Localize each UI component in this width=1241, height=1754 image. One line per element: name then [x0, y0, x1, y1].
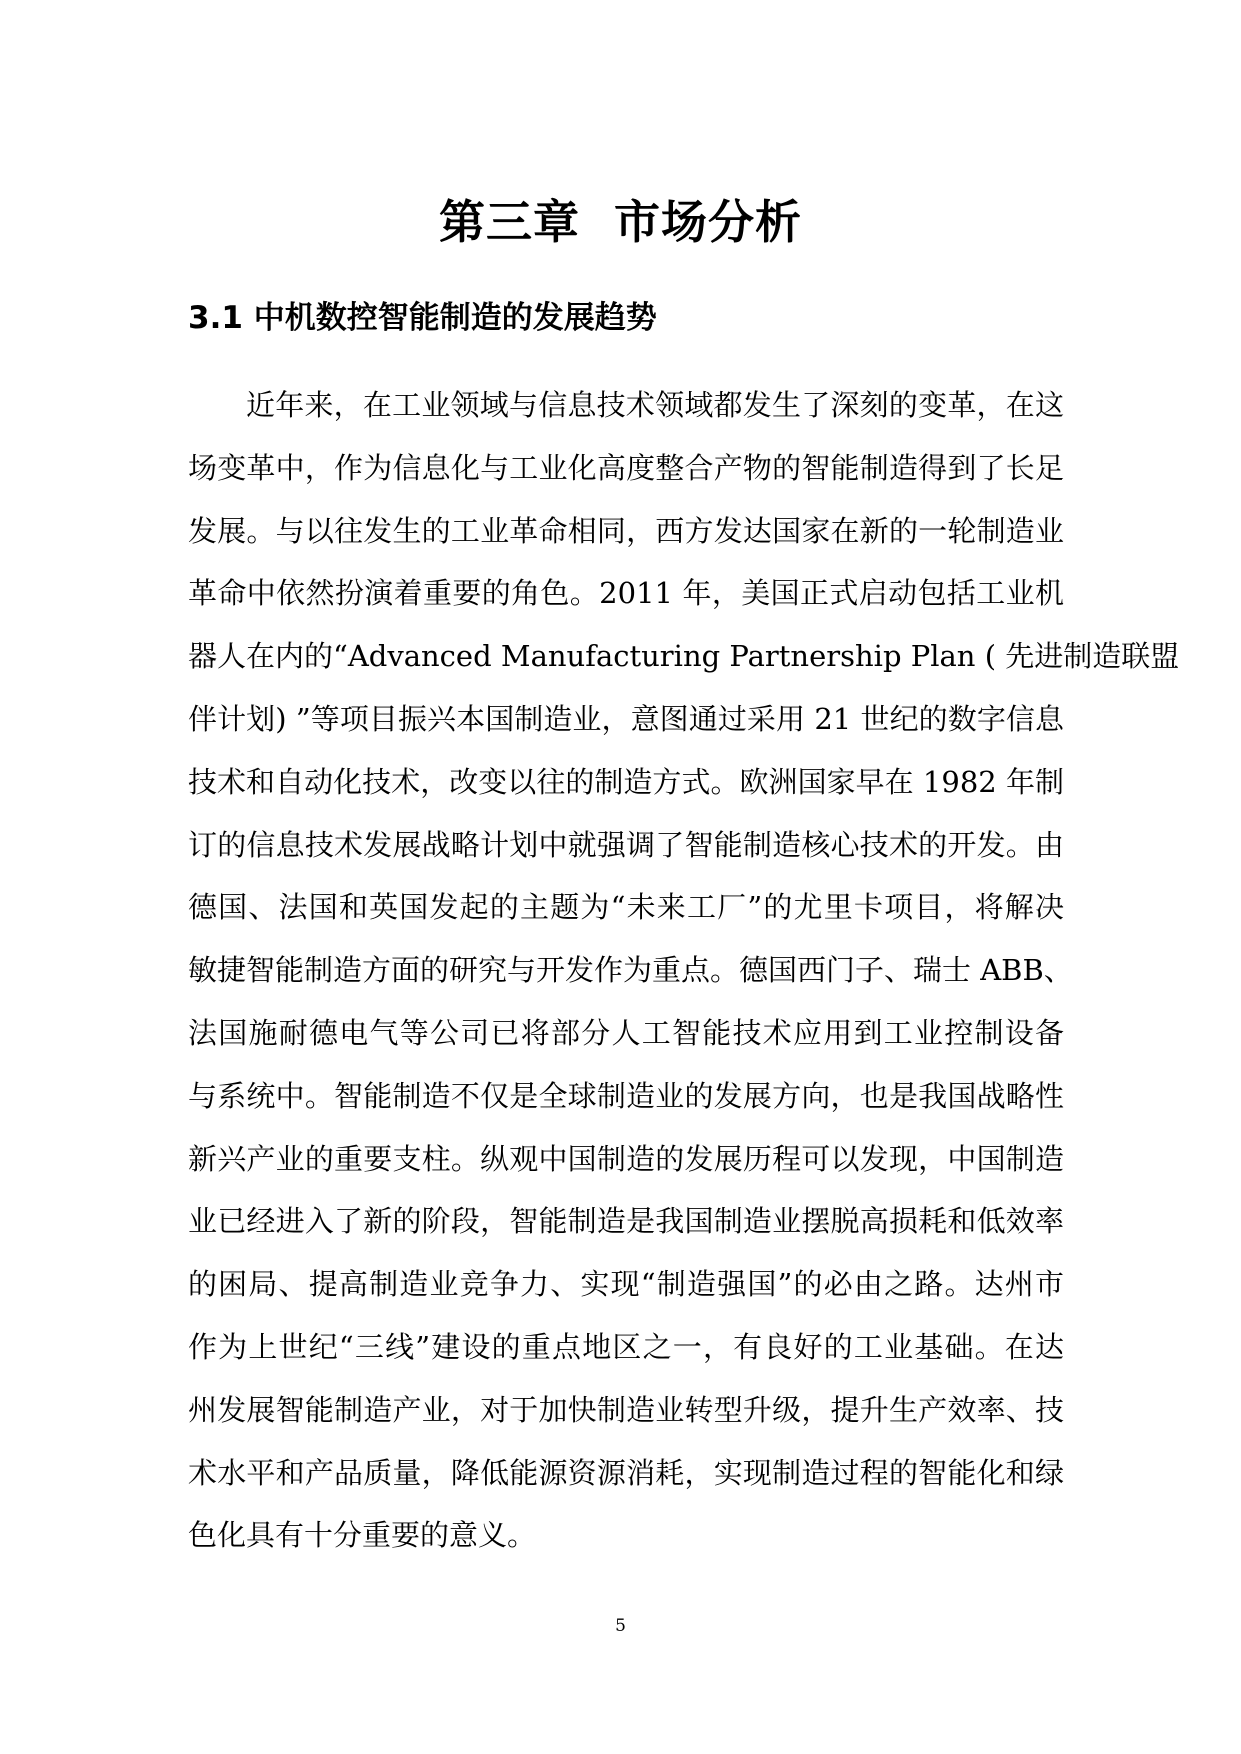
paragraph-line: 业已经进入了新的阶段，智能制造是我国制造业摆脱高损耗和低效率 [188, 1204, 1064, 1239]
paragraph-line: 革命中依然扮演着重要的角色。2011 年，美国正式启动包括工业机 [188, 576, 1064, 611]
paragraph-line: 近年来，在工业领域与信息技术领域都发生了深刻的变革，在这 [246, 388, 1064, 422]
paragraph-line: 法国施耐德电气等公司已将部分人工智能技术应用到工业控制设备 [188, 1015, 1064, 1050]
page-number: 5 [615, 1616, 626, 1636]
paragraph-line: 与系统中。智能制造不仅是全球制造业的发展方向，也是我国战略性 [188, 1078, 1064, 1113]
body-paragraph [188, 374, 1180, 1567]
paragraph-line: 的困局、提高制造业竞争力、实现“制造强国”的必由之路。达州市 [188, 1267, 1064, 1302]
paragraph-line: 新兴产业的重要支柱。纵观中国制造的发展历程可以发现，中国制造 [188, 1141, 1064, 1176]
paragraph-line: 色化具有十分重要的意义。 [188, 1518, 537, 1553]
chapter-title: 第三章 市场分析 [438, 195, 803, 249]
paragraph-line: 伴计划) ”等项目振兴本国制造业，意图通过采用 21 世纪的数字信息 [188, 701, 1064, 736]
paragraph-line: 德国、法国和英国发起的主题为“未来工厂”的尤里卡项目，将解决 [188, 890, 1064, 925]
section-heading: 3.1 中机数控智能制造的发展趋势 [188, 300, 657, 336]
paragraph-line: 州发展智能制造产业，对于加快制造业转型升级，提升生产效率、技 [188, 1392, 1064, 1427]
paragraph-line: 技术和自动化技术，改变以往的制造方式。欧洲国家早在 1982 年制 [188, 764, 1064, 799]
paragraph-line: 术水平和产品质量，降低能源资源消耗，实现制造过程的智能化和绿 [188, 1455, 1064, 1490]
paragraph-line: 作为上世纪“三线”建设的重点地区之一，有良好的工业基础。在达 [188, 1329, 1064, 1364]
paragraph-line: 发展。与以往发生的工业革命相同，西方发达国家在新的一轮制造业 [188, 513, 1064, 548]
paragraph-line: 场变革中，作为信息化与工业化高度整合产物的智能制造得到了长足 [188, 450, 1064, 485]
paragraph-line: 订的信息技术发展战略计划中就强调了智能制造核心技术的开发。由 [188, 827, 1064, 862]
paragraph-line: 敏捷智能制造方面的研究与开发作为重点。德国西门子、瑞士 ABB、 [188, 953, 1073, 988]
paragraph-line: 器人在内的“Advanced Manufacturing Partnership Plan ( 先进制造联盟 [188, 639, 1180, 674]
